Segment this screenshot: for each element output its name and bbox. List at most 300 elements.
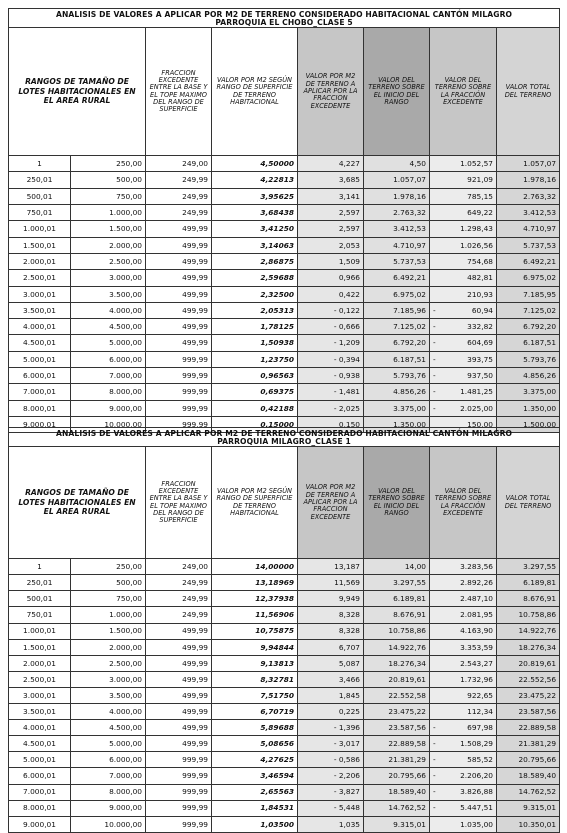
- cell-range-to: 8.000,00: [71, 784, 146, 800]
- cell-valor-total: 22.552,56: [497, 671, 560, 687]
- cell-valor-inicio: 6.189,81: [364, 591, 430, 607]
- cell-valor-total: 10.758,86: [497, 607, 560, 623]
- table-row: [9, 368, 560, 384]
- table-title: [9, 428, 560, 447]
- cell-fraccion: 499,99: [146, 720, 212, 736]
- cell-valor-total: 2.763,32: [497, 188, 560, 204]
- cell-valor-fraccion: 13,187: [298, 559, 364, 575]
- cell-valor-excedente: [430, 351, 497, 367]
- cell-excedente-value: 2.081,95: [460, 610, 493, 620]
- table-row: [9, 270, 560, 286]
- table-row: [9, 816, 560, 832]
- cell-valor-total: 20.819,61: [497, 655, 560, 671]
- cell-valor-m2: 7,51750: [212, 687, 298, 703]
- table-row: [9, 286, 560, 302]
- valuation-table-el-chobo: [8, 8, 560, 433]
- cell-valor-fraccion: 1,845: [298, 687, 364, 703]
- cell-valor-m2: 4,50000: [212, 156, 298, 172]
- cell-valor-excedente: [430, 655, 497, 671]
- header-valor-total: VALOR TOTAL DEL TERRENO: [497, 28, 560, 156]
- cell-range-from: 6.000,01: [9, 768, 71, 784]
- cell-range-to: 2.500,00: [71, 655, 146, 671]
- cell-valor-total: 1.500,00: [497, 416, 560, 432]
- cell-range-to: 2.500,00: [71, 253, 146, 269]
- table-row: [9, 384, 560, 400]
- cell-valor-excedente: [430, 253, 497, 269]
- cell-valor-total: 7.125,02: [497, 302, 560, 318]
- cell-range-to: 3.500,00: [71, 687, 146, 703]
- cell-valor-total: 6.492,21: [497, 253, 560, 269]
- cell-excedente-value: 754,68: [467, 256, 493, 266]
- cell-valor-total: 20.795,66: [497, 752, 560, 768]
- cell-excedente-value: 332,82: [467, 322, 493, 332]
- cell-excedente-value: 1.298,43: [460, 224, 493, 234]
- cell-valor-m2: 3,46594: [212, 768, 298, 784]
- cell-fraccion: 999,99: [146, 416, 212, 432]
- table-row: [9, 591, 560, 607]
- header-valor-total: VALOR TOTAL DEL TERRENO: [497, 447, 560, 559]
- cell-range-from: 9.000,01: [9, 816, 71, 832]
- cell-valor-fraccion: 2,053: [298, 237, 364, 253]
- cell-fraccion: 249,99: [146, 591, 212, 607]
- cell-excedente-value: 1.035,00: [460, 819, 493, 829]
- table-header-row: [9, 28, 560, 156]
- table-title-row: [9, 428, 560, 447]
- table-row: [9, 253, 560, 269]
- cell-valor-excedente: [430, 156, 497, 172]
- table-title-line2: PARROQUIA EL CHOBO_CLASE 5: [215, 17, 353, 27]
- cell-excedente-value: 649,22: [467, 208, 493, 218]
- cell-range-from: 500,01: [9, 591, 71, 607]
- cell-excedente-value: 785,15: [467, 191, 493, 201]
- cell-valor-excedente: [430, 368, 497, 384]
- cell-valor-m2: 6,70719: [212, 704, 298, 720]
- cell-excedente-value: 921,09: [467, 175, 493, 185]
- cell-excedente-value: 2.025,00: [460, 403, 493, 413]
- cell-range-to: 2.000,00: [71, 237, 146, 253]
- table-row: [9, 655, 560, 671]
- cell-valor-inicio: 20.795,66: [364, 768, 430, 784]
- cell-valor-fraccion: - 3,827: [298, 784, 364, 800]
- cell-valor-m2: 2,05313: [212, 302, 298, 318]
- cell-valor-m2: 3,41250: [212, 221, 298, 237]
- cell-range-from: 8.000,01: [9, 800, 71, 816]
- cell-range-from: 4.000,01: [9, 720, 71, 736]
- cell-valor-total: 1.978,16: [497, 172, 560, 188]
- header-valor-inicio: VALOR DEL TERRENO SOBRE EL INICIO DEL RANGO: [364, 447, 430, 559]
- cell-valor-m2: 2,32500: [212, 286, 298, 302]
- cell-valor-total: 23.475,22: [497, 687, 560, 703]
- cell-valor-fraccion: - 2,206: [298, 768, 364, 784]
- table-header-row: [9, 447, 560, 559]
- cell-range-to: 10.000,00: [71, 416, 146, 432]
- cell-range-from: 2.000,01: [9, 655, 71, 671]
- cell-fraccion: 499,99: [146, 639, 212, 655]
- cell-range-to: 500,00: [71, 575, 146, 591]
- cell-valor-total: 8.676,91: [497, 591, 560, 607]
- cell-range-to: 3.000,00: [71, 270, 146, 286]
- cell-valor-excedente: [430, 607, 497, 623]
- cell-valor-excedente: [430, 205, 497, 221]
- cell-excedente-sign: -: [433, 322, 436, 332]
- cell-valor-total: 1.057,07: [497, 156, 560, 172]
- cell-range-to: 500,00: [71, 172, 146, 188]
- cell-range-to: 2.000,00: [71, 639, 146, 655]
- table-row: [9, 205, 560, 221]
- cell-valor-fraccion: 8,328: [298, 607, 364, 623]
- cell-range-from: 1.500,01: [9, 639, 71, 655]
- cell-valor-total: 4.710,97: [497, 221, 560, 237]
- cell-valor-fraccion: - 5,448: [298, 800, 364, 816]
- cell-valor-m2: 0,96563: [212, 368, 298, 384]
- cell-valor-m2: 0,15000: [212, 416, 298, 432]
- cell-valor-m2: 1,78125: [212, 319, 298, 335]
- cell-valor-inicio: 5.737,53: [364, 253, 430, 269]
- cell-valor-excedente: [430, 687, 497, 703]
- cell-fraccion: 999,99: [146, 752, 212, 768]
- cell-range-to: 4.000,00: [71, 704, 146, 720]
- cell-valor-inicio: 18.276,34: [364, 655, 430, 671]
- cell-fraccion: 499,99: [146, 286, 212, 302]
- cell-valor-inicio: 3.375,00: [364, 400, 430, 416]
- table-row: [9, 302, 560, 318]
- cell-valor-excedente: [430, 623, 497, 639]
- cell-valor-fraccion: - 0,394: [298, 351, 364, 367]
- cell-range-to: 750,00: [71, 591, 146, 607]
- cell-valor-fraccion: 6,707: [298, 639, 364, 655]
- cell-valor-fraccion: - 2,025: [298, 400, 364, 416]
- cell-range-from: 250,01: [9, 575, 71, 591]
- cell-valor-inicio: 4.856,26: [364, 384, 430, 400]
- cell-range-from: 1: [9, 559, 71, 575]
- cell-range-to: 9.000,00: [71, 400, 146, 416]
- cell-valor-excedente: [430, 172, 497, 188]
- cell-valor-excedente: [430, 221, 497, 237]
- header-valor-fraccion: VALOR POR M2 DE TERRENO A APLICAR POR LA FRACCION EXCEDENTE: [298, 447, 364, 559]
- cell-valor-m2: 4,22813: [212, 172, 298, 188]
- cell-range-from: 9.000,01: [9, 416, 71, 432]
- cell-range-to: 4.500,00: [71, 319, 146, 335]
- cell-range-from: 7.000,01: [9, 784, 71, 800]
- cell-fraccion: 249,99: [146, 172, 212, 188]
- cell-valor-inicio: 2.763,32: [364, 205, 430, 221]
- cell-range-to: 5.000,00: [71, 335, 146, 351]
- cell-valor-inicio: 5.793,76: [364, 368, 430, 384]
- cell-valor-inicio: 14.762,52: [364, 800, 430, 816]
- table-row: [9, 188, 560, 204]
- cell-valor-inicio: 3.412,53: [364, 221, 430, 237]
- cell-excedente-value: 2.206,20: [460, 771, 493, 781]
- cell-valor-excedente: [430, 302, 497, 318]
- header-valor-excedente: VALOR DEL TERRENO SOBRE LA FRACCIÓN EXCEDENTE: [430, 28, 497, 156]
- cell-range-from: 4.000,01: [9, 319, 71, 335]
- cell-valor-inicio: 14.922,76: [364, 639, 430, 655]
- cell-valor-m2: 2,86875: [212, 253, 298, 269]
- cell-fraccion: 499,99: [146, 253, 212, 269]
- cell-valor-fraccion: 0,225: [298, 704, 364, 720]
- cell-valor-fraccion: 9,949: [298, 591, 364, 607]
- cell-excedente-value: 3.283,56: [460, 562, 493, 572]
- cell-valor-inicio: 20.819,61: [364, 671, 430, 687]
- cell-fraccion: 999,99: [146, 800, 212, 816]
- cell-excedente-value: 3.353,59: [460, 642, 493, 652]
- cell-excedente-value: 482,81: [467, 273, 493, 283]
- cell-valor-total: 1.350,00: [497, 400, 560, 416]
- cell-excedente-sign: -: [433, 722, 436, 732]
- cell-valor-fraccion: 1,035: [298, 816, 364, 832]
- cell-fraccion: 249,99: [146, 188, 212, 204]
- cell-excedente-value: 393,75: [467, 354, 493, 364]
- cell-valor-fraccion: - 0,586: [298, 752, 364, 768]
- table-row: [9, 319, 560, 335]
- table-row: [9, 156, 560, 172]
- header-valor-m2: VALOR POR M2 SEGÚN RANGO DE SUPERFICIE DE TERRENO HABITACIONAL: [212, 447, 298, 559]
- cell-valor-inicio: 7.125,02: [364, 319, 430, 335]
- cell-range-from: 250,01: [9, 172, 71, 188]
- cell-valor-inicio: 4.710,97: [364, 237, 430, 253]
- cell-excedente-value: 2.543,27: [460, 658, 493, 668]
- table-row: [9, 800, 560, 816]
- cell-excedente-value: 922,65: [467, 690, 493, 700]
- cell-valor-total: 5.737,53: [497, 237, 560, 253]
- table-row: [9, 221, 560, 237]
- cell-excedente-value: 2.487,10: [460, 594, 493, 604]
- cell-valor-excedente: [430, 671, 497, 687]
- cell-valor-excedente: [430, 752, 497, 768]
- table-body: [9, 156, 560, 433]
- cell-excedente-value: 1.481,25: [460, 387, 493, 397]
- cell-valor-total: 7.185,95: [497, 286, 560, 302]
- cell-range-from: 3.500,01: [9, 302, 71, 318]
- cell-excedente-sign: -: [433, 354, 436, 364]
- cell-valor-fraccion: 11,569: [298, 575, 364, 591]
- cell-valor-fraccion: 0,150: [298, 416, 364, 432]
- cell-excedente-sign: -: [433, 387, 436, 397]
- cell-valor-fraccion: - 1,481: [298, 384, 364, 400]
- cell-range-to: 7.000,00: [71, 368, 146, 384]
- cell-valor-inicio: 9.315,01: [364, 816, 430, 832]
- cell-fraccion: 499,99: [146, 623, 212, 639]
- cell-excedente-sign: -: [433, 803, 436, 813]
- cell-range-to: 5.000,00: [71, 736, 146, 752]
- cell-range-to: 6.000,00: [71, 351, 146, 367]
- table-row: [9, 639, 560, 655]
- cell-valor-inicio: 1.978,16: [364, 188, 430, 204]
- table-row: [9, 172, 560, 188]
- cell-fraccion: 499,99: [146, 335, 212, 351]
- cell-valor-total: 5.793,76: [497, 351, 560, 367]
- cell-range-from: 2.500,01: [9, 671, 71, 687]
- header-valor-m2: VALOR POR M2 SEGÚN RANGO DE SUPERFICIE DE TERRENO HABITACIONAL: [212, 28, 298, 156]
- cell-valor-m2: 1,03500: [212, 816, 298, 832]
- cell-valor-excedente: [430, 591, 497, 607]
- cell-excedente-value: 2.892,26: [460, 578, 493, 588]
- cell-valor-m2: 0,69375: [212, 384, 298, 400]
- cell-fraccion: 499,99: [146, 704, 212, 720]
- cell-fraccion: 499,99: [146, 270, 212, 286]
- table-title-row: [9, 9, 560, 28]
- cell-range-to: 3.000,00: [71, 671, 146, 687]
- cell-range-from: 4.500,01: [9, 736, 71, 752]
- cell-valor-fraccion: 3,685: [298, 172, 364, 188]
- table-row: [9, 671, 560, 687]
- cell-excedente-value: 3.826,88: [460, 787, 493, 797]
- cell-valor-excedente: [430, 559, 497, 575]
- cell-valor-total: 3.297,55: [497, 559, 560, 575]
- cell-fraccion: 999,99: [146, 351, 212, 367]
- cell-range-from: 1.500,01: [9, 237, 71, 253]
- cell-range-to: 7.000,00: [71, 768, 146, 784]
- cell-excedente-value: 150,00: [467, 419, 493, 429]
- cell-fraccion: 499,99: [146, 319, 212, 335]
- cell-range-from: 3.000,01: [9, 687, 71, 703]
- cell-fraccion: 999,99: [146, 384, 212, 400]
- cell-excedente-sign: -: [433, 403, 436, 413]
- cell-valor-fraccion: 2,597: [298, 221, 364, 237]
- cell-valor-inicio: 21.381,29: [364, 752, 430, 768]
- cell-valor-m2: 8,32781: [212, 671, 298, 687]
- cell-valor-excedente: [430, 319, 497, 335]
- cell-valor-inicio: 23.587,56: [364, 720, 430, 736]
- cell-valor-excedente: [430, 639, 497, 655]
- cell-fraccion: 249,00: [146, 156, 212, 172]
- cell-fraccion: 999,99: [146, 368, 212, 384]
- cell-valor-inicio: 23.475,22: [364, 704, 430, 720]
- cell-valor-fraccion: 2,597: [298, 205, 364, 221]
- valuation-table-milagro: [8, 427, 560, 833]
- cell-fraccion: 499,99: [146, 736, 212, 752]
- cell-excedente-sign: -: [433, 739, 436, 749]
- cell-fraccion: 999,99: [146, 816, 212, 832]
- cell-valor-excedente: [430, 720, 497, 736]
- cell-valor-m2: 3,68438: [212, 205, 298, 221]
- cell-valor-fraccion: - 0,666: [298, 319, 364, 335]
- table-row: [9, 736, 560, 752]
- cell-range-to: 6.000,00: [71, 752, 146, 768]
- cell-valor-m2: 1,23750: [212, 351, 298, 367]
- cell-valor-fraccion: - 0,938: [298, 368, 364, 384]
- cell-range-to: 750,00: [71, 188, 146, 204]
- header-valor-fraccion: VALOR POR M2 DE TERRENO A APLICAR POR LA FRACCION EXCEDENTE: [298, 28, 364, 156]
- cell-range-from: 7.000,01: [9, 384, 71, 400]
- header-rangos: RANGOS DE TAMAÑO DE LOTES HABITACIONALES EN EL AREA RURAL: [9, 28, 146, 156]
- cell-fraccion: 249,00: [146, 559, 212, 575]
- cell-range-to: 4.500,00: [71, 720, 146, 736]
- cell-valor-inicio: 6.492,21: [364, 270, 430, 286]
- cell-range-from: 3.000,01: [9, 286, 71, 302]
- cell-range-from: 5.000,01: [9, 351, 71, 367]
- cell-valor-fraccion: 3,141: [298, 188, 364, 204]
- cell-fraccion: 999,99: [146, 784, 212, 800]
- cell-valor-m2: 11,56906: [212, 607, 298, 623]
- cell-valor-total: 6.189,81: [497, 575, 560, 591]
- table-title-line2: PARROQUIA MILAGRO_CLASE 1: [217, 436, 351, 446]
- cell-valor-excedente: [430, 704, 497, 720]
- cell-range-to: 9.000,00: [71, 800, 146, 816]
- cell-valor-total: 3.375,00: [497, 384, 560, 400]
- cell-range-to: 250,00: [71, 156, 146, 172]
- cell-valor-total: 3.412,53: [497, 205, 560, 221]
- cell-valor-inicio: 7.185,96: [364, 302, 430, 318]
- cell-valor-inicio: 18.589,40: [364, 784, 430, 800]
- header-valor-excedente: VALOR DEL TERRENO SOBRE LA FRACCIÓN EXCEDENTE: [430, 447, 497, 559]
- cell-valor-excedente: [430, 237, 497, 253]
- cell-valor-inicio: 3.297,55: [364, 575, 430, 591]
- header-fraccion: FRACCION EXCEDENTE ENTRE LA BASE Y EL TOPE MAXIMO DEL RANGO DE SUPERFICIE: [146, 447, 212, 559]
- table-row: [9, 752, 560, 768]
- table-row: [9, 237, 560, 253]
- cell-valor-excedente: [430, 400, 497, 416]
- cell-valor-total: 14.762,52: [497, 784, 560, 800]
- cell-valor-fraccion: - 3,017: [298, 736, 364, 752]
- cell-valor-m2: 5,08656: [212, 736, 298, 752]
- cell-excedente-sign: -: [433, 771, 436, 781]
- cell-fraccion: 499,99: [146, 671, 212, 687]
- cell-excedente-sign: -: [433, 338, 436, 348]
- cell-valor-inicio: 14,00: [364, 559, 430, 575]
- cell-valor-inicio: 22.889,58: [364, 736, 430, 752]
- cell-valor-m2: 4,27625: [212, 752, 298, 768]
- cell-range-to: 250,00: [71, 559, 146, 575]
- cell-range-to: 1.000,00: [71, 607, 146, 623]
- cell-fraccion: 249,99: [146, 575, 212, 591]
- cell-range-from: 6.000,01: [9, 368, 71, 384]
- cell-valor-excedente: [430, 800, 497, 816]
- cell-fraccion: 999,99: [146, 768, 212, 784]
- table-body: [9, 559, 560, 833]
- cell-valor-excedente: [430, 188, 497, 204]
- cell-excedente-sign: -: [433, 370, 436, 380]
- cell-range-to: 1.500,00: [71, 221, 146, 237]
- cell-excedente-sign: -: [433, 787, 436, 797]
- cell-range-from: 500,01: [9, 188, 71, 204]
- table-title-line1: ANALISIS DE VALORES A APLICAR POR M2 DE TERRENO CONSIDERADO HABITACIONAL CANTÓN MILAGRO: [56, 429, 513, 438]
- cell-fraccion: 249,99: [146, 205, 212, 221]
- cell-valor-fraccion: 0,422: [298, 286, 364, 302]
- cell-valor-inicio: 4,50: [364, 156, 430, 172]
- table-row: [9, 784, 560, 800]
- cell-fraccion: 499,99: [146, 302, 212, 318]
- cell-valor-total: 10.350,01: [497, 816, 560, 832]
- cell-valor-inicio: 6.975,02: [364, 286, 430, 302]
- cell-valor-total: 6.975,02: [497, 270, 560, 286]
- cell-valor-total: 6.792,20: [497, 319, 560, 335]
- cell-valor-excedente: [430, 784, 497, 800]
- cell-range-to: 1.500,00: [71, 623, 146, 639]
- table-row: [9, 687, 560, 703]
- cell-fraccion: 499,99: [146, 237, 212, 253]
- table-row: [9, 575, 560, 591]
- cell-valor-fraccion: 0,966: [298, 270, 364, 286]
- cell-valor-fraccion: - 0,122: [298, 302, 364, 318]
- cell-range-to: 3.500,00: [71, 286, 146, 302]
- table-row: [9, 607, 560, 623]
- table-row: [9, 400, 560, 416]
- cell-valor-fraccion: 8,328: [298, 623, 364, 639]
- cell-valor-inicio: 1.350,00: [364, 416, 430, 432]
- cell-excedente-value: 585,52: [467, 755, 493, 765]
- cell-valor-m2: 13,18969: [212, 575, 298, 591]
- cell-valor-m2: 9,13813: [212, 655, 298, 671]
- table-row: [9, 335, 560, 351]
- cell-range-from: 1.000,01: [9, 623, 71, 639]
- cell-valor-fraccion: 4,227: [298, 156, 364, 172]
- cell-excedente-sign: -: [433, 755, 436, 765]
- cell-valor-excedente: [430, 335, 497, 351]
- cell-range-from: 750,01: [9, 607, 71, 623]
- cell-range-to: 10.000,00: [71, 816, 146, 832]
- cell-range-from: 5.000,01: [9, 752, 71, 768]
